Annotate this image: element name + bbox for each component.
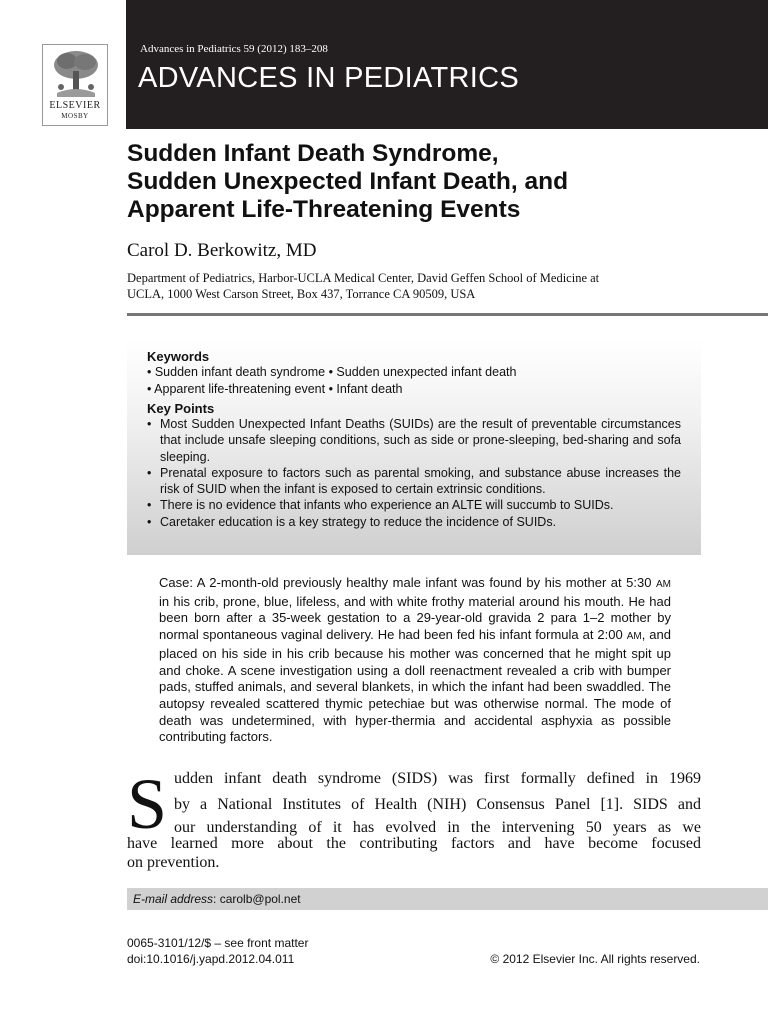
- title-line: Sudden Infant Death Syndrome,: [127, 140, 499, 167]
- drop-cap: S: [127, 764, 168, 844]
- email-colon: :: [213, 892, 220, 906]
- case-text: , and placed on his side in his crib because his mother was concerned that he might spit up and choke. A scene investigation using a doll reenactment revealed a crib with bumper pads, stuffed animals, and several blankets, in which the infant had been swaddled. The autopsy revealed scattered thymic petechiae but was otherwise normal. The mode of death was undetermined, with hyper-thermia and accidental asphyxia as possible contributing factors.: [159, 627, 671, 745]
- publisher-logo-text: ELSEVIER: [49, 100, 101, 111]
- author-affiliation: [127, 270, 727, 302]
- keywords-keypoints-box: [127, 338, 701, 555]
- key-point-item: • Prenatal exposure to factors such as parental smoking, and substance abuse increases the risk of SUID when the infant is exposed to certain extrinsic conditions.: [147, 465, 681, 498]
- footer-left: [127, 935, 308, 967]
- intro-line: by a National Institutes of Health (NIH) Consensus Panel [1]. SIDS and: [174, 796, 701, 813]
- time-suffix: AM: [656, 579, 671, 590]
- affiliation-line: UCLA, 1000 West Carson Street, Box 437, Torrance CA 90509, USA: [127, 287, 476, 301]
- header-divider: [127, 313, 768, 316]
- affiliation-line: Department of Pediatrics, Harbor-UCLA Medical Center, David Geffen School of Medicine at: [127, 271, 600, 285]
- keywords-heading: Keywords: [147, 349, 210, 364]
- email-value[interactable]: carolb@pol.net: [219, 892, 301, 906]
- article-title: [127, 140, 747, 224]
- key-points-heading: Key Points: [147, 401, 215, 416]
- title-line: Apparent Life-Threatening Events: [127, 196, 521, 223]
- intro-line: our understanding of it has evolved in the intervening 50 years as we: [174, 819, 701, 836]
- case-description: [159, 575, 671, 746]
- doi-link[interactable]: doi:10.1016/j.yapd.2012.04.011: [127, 952, 295, 966]
- key-point-item: • Caretaker education is a key strategy to reduce the incidence of SUIDs.: [147, 514, 681, 530]
- intro-line: have learned more about the contributing factors and have become focused: [127, 835, 701, 852]
- keywords-line: • Apparent life-threatening event • Infant death: [147, 381, 403, 396]
- elsevier-logo: [42, 44, 108, 126]
- author-email: [133, 892, 301, 906]
- journal-name: ADVANCES IN PEDIATRICS: [138, 62, 519, 94]
- case-text: Case: A 2-month-old previously healthy male infant was found by his mother at 5:30: [159, 575, 656, 590]
- tree-logo-icon: [49, 49, 103, 99]
- keywords-line: • Sudden infant death syndrome • Sudden unexpected infant death: [147, 365, 517, 379]
- intro-line: udden infant death syndrome (SIDS) was first formally defined in 1969: [174, 770, 701, 787]
- imprint-logo-text: MOSBY: [61, 112, 89, 120]
- front-matter: 0065-3101/12/$ – see front matter: [127, 936, 309, 950]
- key-points-list: [147, 416, 681, 530]
- journal-reference: Advances in Pediatrics 59 (2012) 183–208: [140, 43, 328, 55]
- email-label: E-mail address: [133, 892, 214, 906]
- author-name: Carol D. Berkowitz, MD: [127, 240, 317, 261]
- title-line: Sudden Unexpected Infant Death, and: [127, 168, 569, 195]
- case-text: in his crib, prone, blue, lifeless, and with white frothy material around his mouth. He had been born after a 35-week gestation to a 29-year-old gravida 2 para 1–2 mother by normal spontaneous vaginal delivery. He had been fed his infant formula at 2:00: [159, 593, 671, 643]
- intro-line: on prevention.: [127, 854, 220, 871]
- time-suffix: AM: [626, 631, 642, 643]
- copyright-notice: © 2012 Elsevier Inc. All rights reserved.: [490, 952, 700, 966]
- key-point-item: • There is no evidence that infants who experience an ALTE will succumb to SUIDs.: [147, 497, 681, 513]
- key-point-item: • Most Sudden Unexpected Infant Deaths (SUIDs) are the result of preventable circumstances that include unsafe sleeping conditions, such as side or prone-sleeping, bed-sharing and sofa sleeping.: [147, 416, 681, 465]
